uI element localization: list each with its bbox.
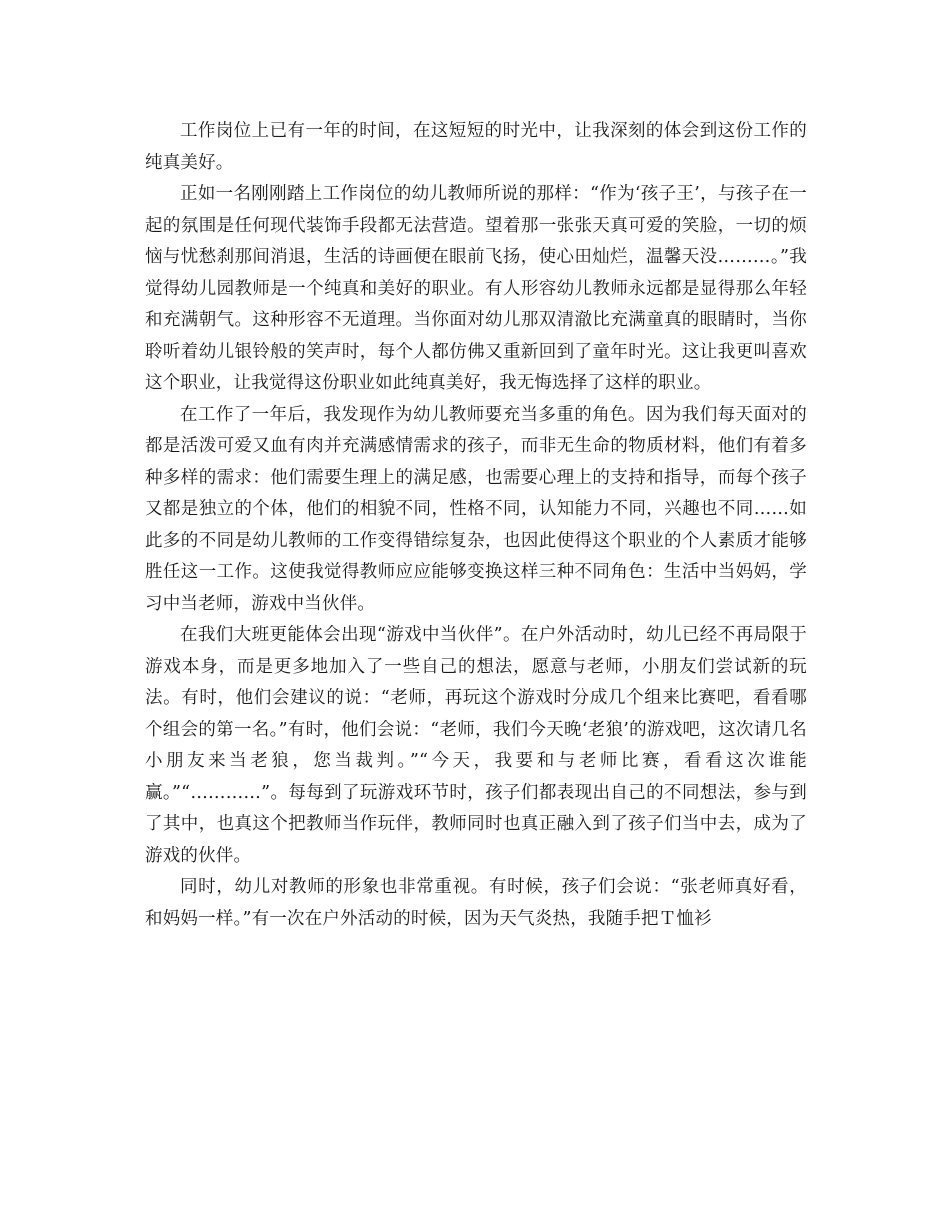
paragraph-5: 同时，幼儿对教师的形象也非常重视。有时候，孩子们会说：“张老师真好看，和妈妈一样。”有一次在户外活动的时候，因为天气炎热，我随手把Ｔ恤衫 xyxy=(145,877,807,929)
paragraph-1: 工作岗位上已有一年的时间，在这短短的时光中，让我深刻的体会到这份工作的纯真美好。 xyxy=(145,121,807,173)
document-body xyxy=(145,116,807,935)
paragraph-3: 在工作了一年后，我发现作为幼儿教师要充当多重的角色。因为我们每天面对的都是活泼可爱又血有肉并充满感情需求的孩子，而非无生命的物质材料，他们有着多种多样的需求：他们需要生理上的满足感，也需要心理上的支持和指导，而每个孩子又都是独立的个体，他们的相貌不同，性格不同，认知能力不同，兴趣也不同……如此多的不同是幼儿教师的工作变得错综复杂，也因此使得这个职业的个人素质才能够胜任这一工作。这使我觉得教师应应能够变换这样三种不同角色：生活中当妈妈，学习中当老师，游戏中当伙伴。 xyxy=(145,404,807,614)
paragraph-4: 在我们大班更能体会出现“游戏中当伙伴”。在户外活动时，幼儿已经不再局限于游戏本身，而是更多地加入了一些自己的想法，愿意与老师，小朋友们尝试新的玩法。有时，他们会建议的说：“老师，再玩这个游戏时分成几个组来比赛吧，看看哪个组会的第一名。”有时，他们会说：“老师，我们今天晚‘老狼’的游戏吧，这次请几名小朋友来当老狼，您当裁判。”“今天，我要和与老师比赛，看看这次谁能赢。”“…………”。每每到了玩游戏环节时，孩子们都表现出自己的不同想法，参与到了其中，也真这个把教师当作玩伴，教师同时也真正融入到了孩子们当中去，成为了游戏的伙伴。 xyxy=(145,625,807,866)
paragraph-2: 正如一名刚刚踏上工作岗位的幼儿教师所说的那样：“作为‘孩子王’，与孩子在一起的氛围是任何现代装饰手段都无法营造。望着那一张张天真可爱的笑脸，一切的烦恼与忧愁刹那间消退，生活的诗画便在眼前飞扬，使心田灿烂，温馨天没………。”我觉得幼儿园教师是一个纯真和美好的职业。有人形容幼儿教师永远都是显得那么年轻和充满朝气。这种形容不无道理。当你面对幼儿那双清澈比充满童真的眼睛时，当你聆听着幼儿银铃般的笑声时，每个人都仿佛又重新回到了童年时光。这让我更叫喜欢这个职业，让我觉得这份职业如此纯真美好，我无悔选择了这样的职业。 xyxy=(145,184,807,393)
